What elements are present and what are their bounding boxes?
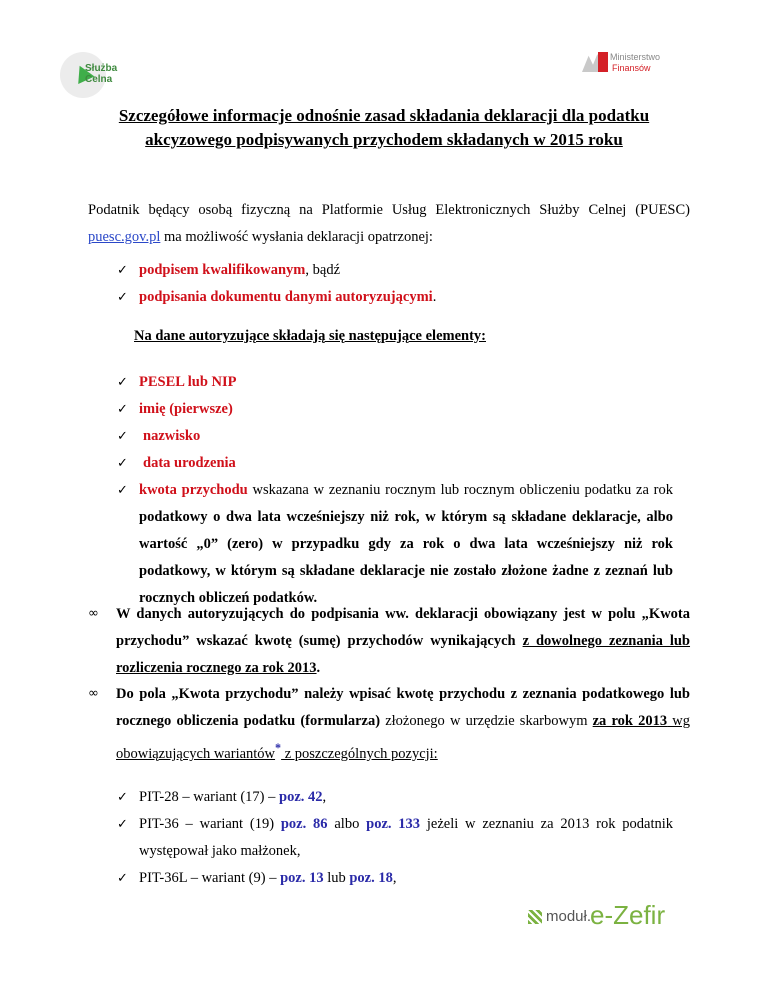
- intro-text-end: ma możliwość wysłania deklaracji opatrzonej:: [163, 229, 433, 245]
- ezefir-square-icon: [528, 910, 542, 924]
- pit-prefix: PIT-28 – wariant (17) –: [139, 789, 280, 805]
- pit-prefix: PIT-36L – wariant (9) –: [139, 870, 281, 886]
- option-rest: .: [432, 289, 437, 305]
- income-text2: podatkowy o dwa lata wcześniejszy niż rok, w którym są składane deklaracje,: [139, 509, 641, 525]
- income-item: [139, 477, 673, 612]
- checkmark-icon: ✓: [117, 375, 128, 390]
- list-item: [117, 450, 236, 477]
- customs-logo-text: [85, 63, 117, 85]
- checkmark-icon: ✓: [117, 429, 128, 444]
- option-rest: , bądź: [305, 262, 341, 278]
- list-item: [117, 257, 340, 284]
- income-text3: albo wartość „0” (zero) w przypadku gdy za rok o dwa lata wcześniejszy niż rok podatkowy, w którym są składane deklaracje nie zostało złożone żadne z zeznań lub rocznych obliczeń podatków.: [139, 509, 673, 606]
- footnote-star: *: [275, 741, 282, 755]
- checkmark-icon: ✓: [117, 790, 128, 805]
- intro-paragraph: [88, 197, 690, 251]
- intro-text: Podatnik będący osobą fizyczną na Platformie Usług Elektronicznych Służby Celnej (PUESC): [88, 202, 690, 218]
- bullet-paragraph-2: [116, 681, 690, 768]
- title-line2: akcyzowego podpisywanych przychodem składanych w 2015 roku: [145, 130, 623, 149]
- infinity-bullet-icon: ∞: [88, 686, 99, 701]
- auth-item: PESEL lub NIP: [139, 374, 237, 390]
- auth-item: nazwisko: [143, 428, 201, 444]
- ministry-logo-line1: Ministerstwo: [610, 52, 661, 62]
- pit-suffix: jeżeli w zeznaniu za 2013 rok podatnik występował jako małżonek,: [139, 816, 674, 859]
- bullet2-text1: złożonego w urzędzie skarbowym: [380, 713, 593, 729]
- checkmark-icon: ✓: [117, 290, 128, 305]
- bullet2-year: za rok 2013: [592, 713, 668, 729]
- list-item: [117, 865, 396, 892]
- customs-logo-line2: Celna: [85, 74, 113, 85]
- pit-mid: lub: [323, 870, 350, 886]
- pit-suffix: ,: [322, 789, 327, 805]
- checkmark-icon: ✓: [117, 817, 128, 832]
- ezefir-modul-text: moduł.: [546, 908, 592, 925]
- checkmark-icon: ✓: [117, 402, 128, 417]
- checkmark-icon: ✓: [117, 871, 128, 886]
- customs-logo-line1: Służba: [85, 63, 118, 74]
- bullet2-bold: Do pola „Kwota przychodu” należy wpisać kwotę przychodu z zeznania podatkowego lub rocznego obliczenia podatku (formularza): [116, 686, 690, 729]
- pit-pos: poz. 18: [349, 870, 393, 886]
- bullet2-text3: z poszczególnych pozycji:: [281, 745, 438, 762]
- list-item: [139, 811, 673, 865]
- bullet1-text: W danych autoryzujących do podpisania ww. deklaracji obowiązany jest w polu „Kwota przychodu” wskazać kwotę (sumę) przychodów wynikających: [116, 606, 690, 649]
- income-bold: kwota przychodu: [139, 482, 248, 498]
- option-bold: podpisania dokumentu danymi autoryzującymi: [139, 289, 433, 305]
- list-item: [117, 284, 436, 311]
- pit-pos: poz. 42: [279, 789, 323, 805]
- infinity-bullet-icon: ∞: [88, 606, 99, 621]
- pit-suffix: ,: [392, 870, 397, 886]
- checkmark-icon: ✓: [117, 263, 128, 278]
- list-item: [117, 784, 326, 811]
- auth-item: data urodzenia: [143, 455, 236, 471]
- checkmark-icon: ✓: [117, 456, 128, 471]
- ezefir-brand-text: e-Zefir: [590, 900, 666, 930]
- ezefir-logo: [528, 900, 678, 930]
- pit-prefix: PIT-36 – wariant (19): [139, 816, 281, 832]
- auth-item: imię (pierwsze): [139, 401, 233, 417]
- bullet1-end: .: [316, 660, 321, 676]
- list-item: [117, 369, 237, 396]
- bullet1-underlined: z dowolnego zeznania lub rozliczenia rocznego za rok 2013: [116, 633, 691, 676]
- pit-pos: poz. 133: [366, 816, 421, 832]
- list-item: [117, 396, 233, 423]
- pit-pos: poz. 86: [280, 816, 328, 832]
- ministry-logo-line2: Finansów: [612, 63, 651, 73]
- pit-pos: poz. 13: [280, 870, 324, 886]
- auth-heading: Na dane autoryzujące składają się następujące elementy:: [134, 328, 486, 344]
- bullet2-text2: wg obowiązujących wariantów: [116, 713, 690, 762]
- option-bold: podpisem kwalifikowanym: [139, 262, 306, 278]
- puesc-link[interactable]: puesc.gov.pl: [88, 229, 161, 245]
- document-title: [60, 104, 708, 152]
- pit-mid: albo: [327, 816, 367, 832]
- title-line1: Szczegółowe informacje odnośnie zasad składania deklaracji dla podatku: [118, 106, 650, 125]
- list-item: [117, 423, 200, 450]
- bullet-paragraph-1: [116, 601, 690, 682]
- income-text1: wskazana w zeznaniu rocznym lub rocznym obliczeniu podatku za rok: [247, 482, 673, 498]
- checkmark-icon: ✓: [117, 483, 128, 498]
- customs-logo: [60, 52, 124, 98]
- ministry-red-bar: [598, 52, 608, 72]
- ministry-logo: [582, 48, 692, 78]
